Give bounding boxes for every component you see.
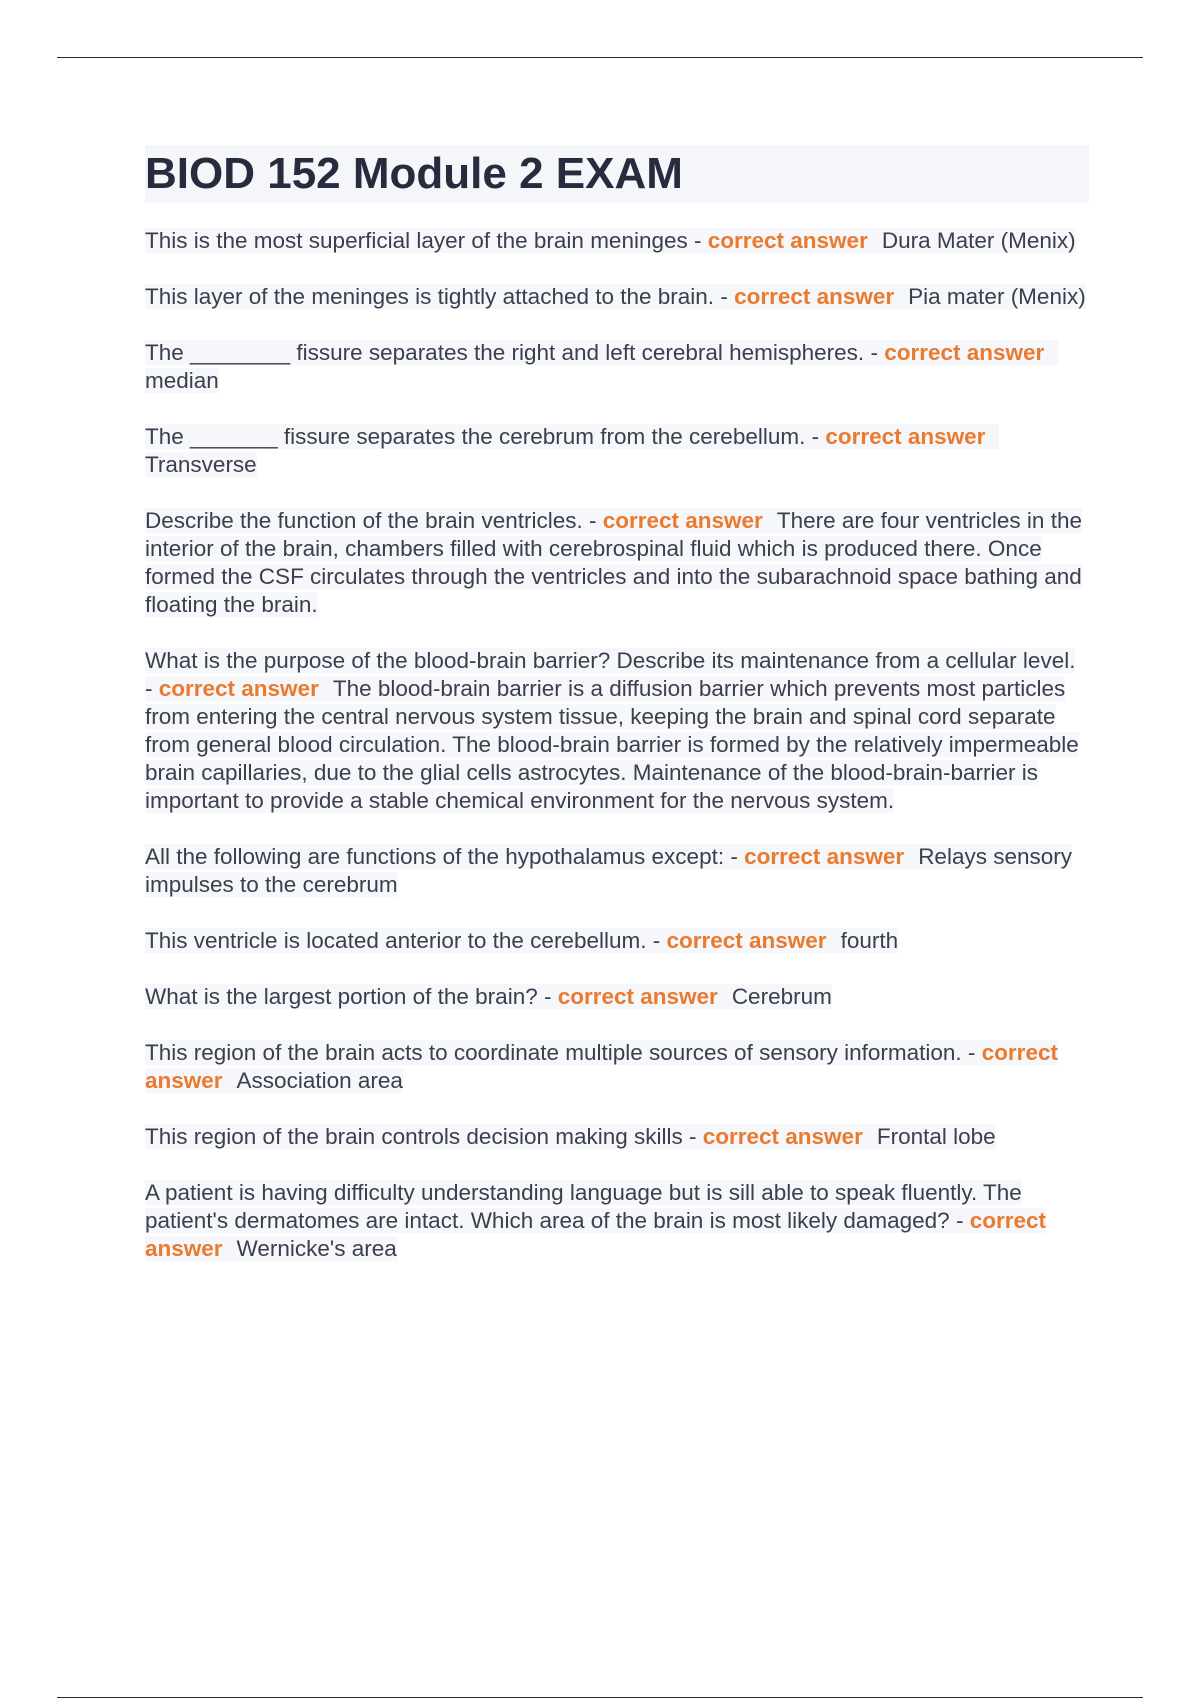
question-answer-separator: - (805, 424, 826, 449)
correct-answer-label: correct answer (825, 424, 986, 449)
qa-item-highlight (145, 508, 1082, 617)
question-text: What is the largest portion of the brain? (145, 984, 538, 1009)
correct-answer-label: correct answer (734, 284, 895, 309)
question-text: A patient is having difficulty understanding language but is sill able to speak fluently. The patient's dermatomes are intact. Which area of the brain is most likely damaged? (145, 1180, 1022, 1233)
qa-item (145, 1123, 1089, 1151)
correct-answer-label: correct answer (702, 1124, 863, 1149)
answer-text: Association area (236, 1068, 403, 1093)
qa-item (145, 507, 1089, 619)
question-text: The _______ fissure separates the cerebrum from the cerebellum. (145, 424, 806, 449)
answer-text: Dura Mater (Menix) (881, 228, 1076, 253)
qa-item-highlight (145, 648, 1079, 813)
question-answer-separator: - (949, 1208, 970, 1233)
answer-text: Transverse (145, 452, 257, 477)
correct-answer-label: correct answer (707, 228, 868, 253)
question-text: The ________ fissure separates the right and left cerebral hemispheres. (145, 340, 865, 365)
qa-item (145, 1179, 1089, 1263)
correct-answer-label: correct answer (602, 508, 763, 533)
question-answer-separator: - (864, 340, 885, 365)
question-answer-separator: - (582, 508, 603, 533)
question-answer-separator: - (646, 928, 667, 953)
correct-answer-label: correct answer (145, 1208, 1046, 1261)
question-answer-separator: - (682, 1124, 703, 1149)
question-answer-separator: - (714, 284, 735, 309)
question-text: All the following are functions of the hypothalamus except: (145, 844, 725, 869)
question-text: This is the most superficial layer of the brain meninges (145, 228, 688, 253)
qa-item (145, 1039, 1089, 1095)
qa-item-highlight (145, 340, 1058, 393)
qa-item (145, 339, 1089, 395)
question-answer-separator: - (537, 984, 558, 1009)
qa-item-highlight (145, 228, 1076, 253)
question-answer-separator: - (724, 844, 745, 869)
answer-text: fourth (840, 928, 899, 953)
question-answer-separator: - (961, 1040, 982, 1065)
correct-answer-label: correct answer (557, 984, 718, 1009)
answer-text: median (145, 368, 219, 393)
question-answer-separator: - (145, 676, 159, 701)
correct-answer-label: correct answer (884, 340, 1045, 365)
document-page (145, 145, 1089, 1291)
qa-item-highlight (145, 284, 1086, 309)
qa-item-highlight (145, 1180, 1046, 1261)
question-text: This ventricle is located anterior to the cerebellum. (145, 928, 647, 953)
bottom-rule (57, 1697, 1143, 1698)
answer-text: Frontal lobe (876, 1124, 996, 1149)
question-text: This region of the brain controls decision making skills (145, 1124, 683, 1149)
answer-text: Cerebrum (731, 984, 832, 1009)
qa-item (145, 983, 1089, 1011)
qa-item-highlight (145, 424, 999, 477)
document-title: BIOD 152 Module 2 EXAM (145, 149, 683, 198)
qa-item (145, 423, 1089, 479)
question-text: This region of the brain acts to coordinate multiple sources of sensory information. (145, 1040, 962, 1065)
answer-text: Pia mater (Menix) (908, 284, 1086, 309)
qa-item (145, 843, 1089, 899)
top-rule (57, 57, 1143, 58)
qa-item-highlight (145, 1124, 996, 1149)
qa-item-highlight (145, 1040, 1058, 1093)
question-text: Describe the function of the brain ventricles. (145, 508, 583, 533)
answer-text: There are four ventricles in the interior of the brain, chambers filled with cerebrospinal fluid which is produced there. Once formed the CSF circulates through the ventricles and into the subarachnoid space bathing and floating the brain. (145, 508, 1082, 617)
answer-text: The blood-brain barrier is a diffusion barrier which prevents most particles from entering the central nervous system tissue, keeping the brain and spinal cord separate from general blood circulation. The blood-brain barrier is formed by the relatively impermeable brain capillaries, due to the glial cells astrocytes. Maintenance of the blood-brain-barrier is important to provide a stable chemical environment for the nervous system. (145, 676, 1079, 813)
correct-answer-label: correct answer (666, 928, 827, 953)
title-band (145, 145, 1089, 203)
qa-item-highlight (145, 984, 832, 1009)
question-answer-separator: - (687, 228, 708, 253)
question-text: This layer of the meninges is tightly attached to the brain. (145, 284, 715, 309)
qa-item (145, 283, 1089, 311)
qa-item (145, 647, 1089, 815)
qa-item-highlight (145, 928, 898, 953)
question-answer-list (145, 227, 1089, 1263)
answer-text: Relays sensory impulses to the cerebrum (145, 844, 1072, 897)
correct-answer-label: correct answer (744, 844, 905, 869)
question-text: What is the purpose of the blood-brain barrier? Describe its maintenance from a cellular level. (145, 648, 1076, 673)
qa-item (145, 227, 1089, 255)
qa-item (145, 927, 1089, 955)
correct-answer-label: correct answer (145, 1040, 1058, 1093)
qa-item-highlight (145, 844, 1072, 897)
answer-text: Wernicke's area (236, 1236, 397, 1261)
correct-answer-label: correct answer (158, 676, 319, 701)
